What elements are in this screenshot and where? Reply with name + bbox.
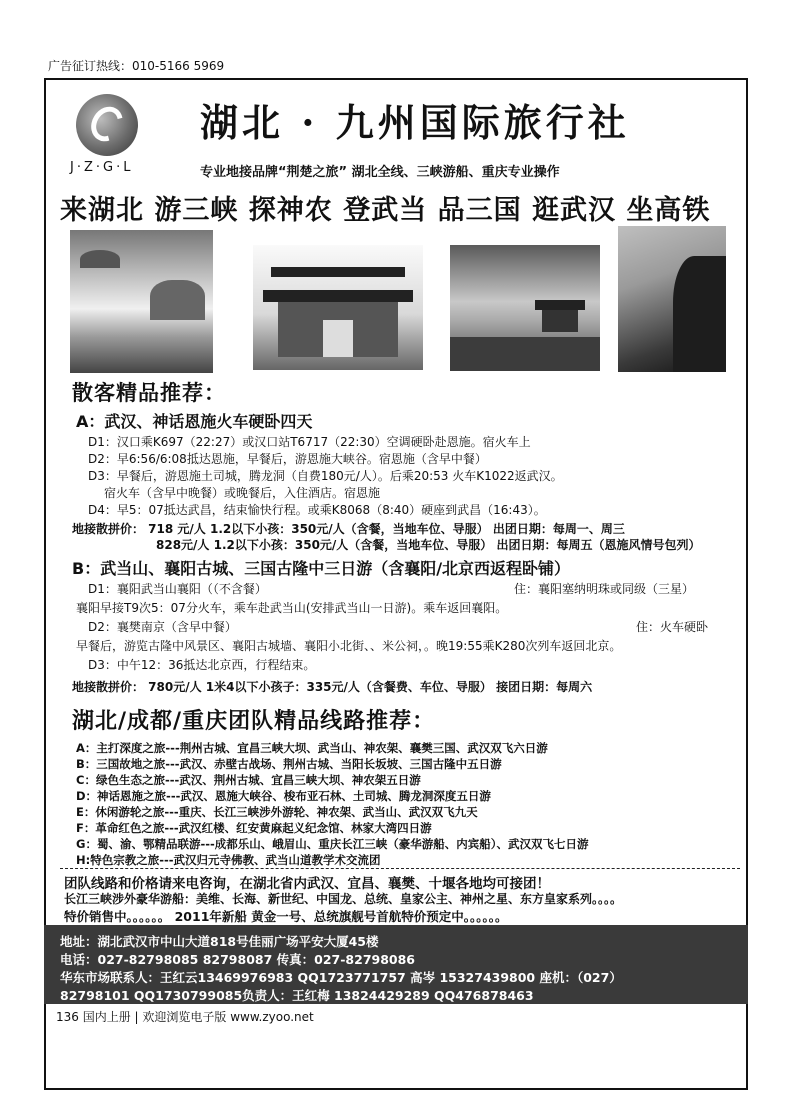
route-a-day-1: D1：汉口乘K697（22:27）或汉口站T6717（22:30）空调硬卧赴恩施。宿火车上	[88, 435, 531, 449]
group-route-f: F：革命红色之旅---武汉红楼、红安黄麻起义纪念馆、林家大湾四日游	[76, 821, 432, 835]
route-a-day-2: D2：早6:56/6:08抵达恩施，早餐后，游恩施大峡谷。宿恩施（含早中餐）	[88, 452, 487, 466]
route-b-day-2: D2：襄樊南京（含早中餐）	[88, 620, 237, 634]
agency-title: 湖北 · 九州国际旅行社	[200, 100, 630, 145]
route-b-day-2-stay: 住：火车硬卧	[636, 620, 709, 634]
route-a-title: A：武汉、神话恩施火车硬卧四天	[76, 412, 313, 431]
route-b-day-1-stay: 住：襄阳塞纳明珠或同级（三星）	[514, 582, 695, 596]
route-b-day-1: D1：襄阳武当山襄阳（（不含餐）	[88, 582, 267, 596]
group-route-c: C：绿色生态之旅---武汉、荆州古城、宜昌三峡大坝、神农架五日游	[76, 773, 421, 787]
mountain-clouds-photo	[70, 230, 213, 373]
route-a-price-2: 828元/人 1.2以下小孩：350元/人（含餐，当地车位、导服） 出团日期：每周五（恩施风情号包列）	[156, 538, 701, 552]
footer-contact-2: 82798101 QQ1730799085负责人：王红梅 13824429289 QQ476878463	[60, 988, 534, 1003]
route-a-day-3-cont: 宿火车（含早中晚餐）或晚餐后，入住酒店。宿恩施	[104, 486, 381, 500]
route-a-day-3: D3：早餐后，游恩施土司城，腾龙洞（自费180元/人）。后乘20:53 火车K1022返武汉。	[88, 469, 563, 483]
group-route-g: G：蜀、渝、鄂精品联游---成都乐山、峨眉山、重庆长江三峡（豪华游船、内宾船）、武汉双飞七日游	[76, 837, 589, 851]
group-route-b: B：三国故地之旅---武汉、赤壁古战场、荆州古城、当阳长坂坡、三国古隆中五日游	[76, 757, 502, 771]
group-route-h: H:特色宗教之旅---武汉归元寺佛教、武当山道教学术交流团	[76, 853, 381, 867]
group-section-title: 湖北/成都/重庆团队精品线路推荐：	[72, 709, 436, 734]
river-pavilion-photo	[450, 245, 600, 371]
route-b-day-1-detail: 襄阳早接T9次5：07分火车，乘车赴武当山(安排武当山一日游)。乘车返回襄阳。	[76, 601, 508, 615]
route-b-day-2-detail: 早餐后，游览古隆中风景区、襄阳古城墙、襄阳小北街、、米公祠，。晚19:55乘K280次列车返回北京。	[76, 639, 622, 653]
notice-cruise: 长江三峡涉外豪华游船：美维、长海、新世纪、中国龙、总统、皇家公主、神州之星、东方皇家系列。。。。	[64, 892, 623, 906]
cliff-mist-photo	[618, 226, 726, 372]
footer-phone: 电话：027-82798085 82798087 传真：027-82798086	[60, 952, 416, 967]
page-footer: 136 国内上册 | 欢迎浏览电子版 www.zyoo.net	[56, 1010, 314, 1024]
group-route-a: A：主打深度之旅---荆州古城、宜昌三峡大坝、武当山、神农架、襄樊三国、武汉双飞六日游	[76, 741, 548, 755]
scatter-section-title: 散客精品推荐：	[72, 381, 226, 405]
ad-hotline: 广告征订热线：010-5166 5969	[48, 59, 225, 73]
footer-contact-1: 华东市场联系人：王红云13469976983 QQ1723771757 高岑 15327439800 座机：（027）	[60, 970, 622, 985]
notice-special: 特价销售中。。。。。。 2011年新船 黄金一号、总统旗舰号首航特价预定中。。。。。。	[64, 909, 508, 924]
logo-text: J·Z·G·L	[70, 160, 134, 175]
slogan: 来湖北 游三峡 探神农 登武当 品三国 逛武汉 坐高铁	[60, 195, 711, 226]
agency-tagline: 专业地接品牌“荆楚之旅” 湖北全线、三峡游船、重庆专业操作	[200, 165, 560, 180]
route-a-price-1: 地接散拼价： 718 元/人 1.2以下小孩：350元/人（含餐，当地车位、导服） 出团日期：每周一、周三	[72, 522, 625, 536]
group-route-e: E：休闲游轮之旅---重庆、长江三峡涉外游轮、神农架、武当山、武汉双飞九天	[76, 805, 478, 819]
route-a-day-4: D4：早5：07抵达武昌，结束愉快行程。或乘K8068（8:40）硬座到武昌（16:43）。	[88, 503, 546, 517]
footer-address: 地址：湖北武汉市中山大道818号佳丽广场平安大厦45楼	[60, 934, 379, 949]
route-b-title: B：武当山、襄阳古城、三国古隆中三日游（含襄阳/北京西返程卧铺）	[72, 559, 571, 578]
route-b-price: 地接散拼价： 780元/人 1米4以下小孩子：335元/人（含餐费、车位、导服） 接团日期：每周六	[72, 680, 593, 694]
notice-consult: 团队线路和价格请来电咨询，在湖北省内武汉、宜昌、襄樊、十堰各地均可接团！	[64, 876, 550, 892]
route-b-day-3: D3：中午12：36抵达北京西，行程结束。	[88, 658, 316, 672]
ancient-temple-photo	[253, 245, 423, 370]
divider	[60, 868, 740, 869]
group-route-d: D：神话恩施之旅---武汉、恩施大峡谷、梭布亚石林、土司城、腾龙洞深度五日游	[76, 789, 491, 803]
